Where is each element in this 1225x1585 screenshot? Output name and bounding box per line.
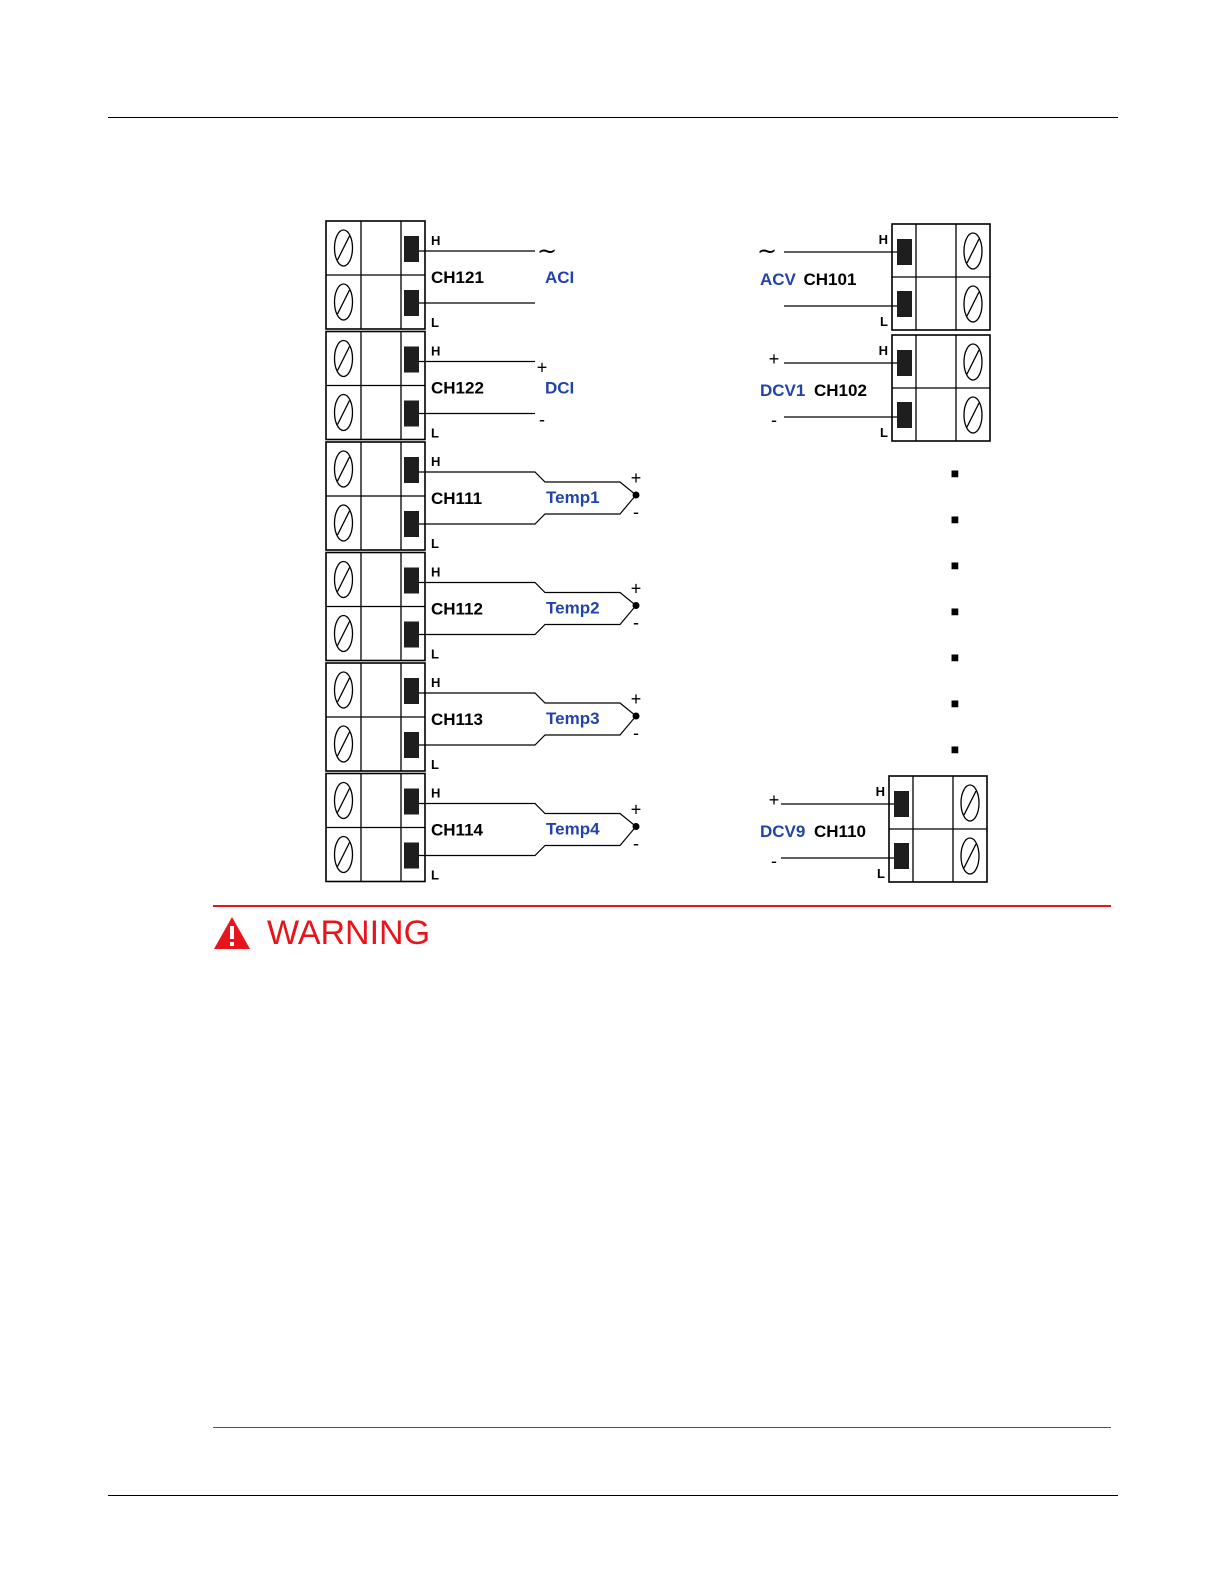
minus-sign: -: [771, 851, 777, 871]
warning-box: [213, 905, 1111, 1428]
ac-symbol: ~: [756, 237, 778, 265]
low-label: L: [431, 646, 439, 662]
pin-low: [404, 843, 419, 869]
channel-label: CH112: [431, 599, 483, 619]
high-label: H: [878, 343, 888, 358]
plus-sign: +: [630, 578, 642, 599]
pin-high: [404, 678, 419, 704]
terminal-block-ch102: [760, 335, 990, 441]
minus-sign: -: [633, 612, 639, 633]
plus-sign: +: [630, 799, 642, 820]
high-label: H: [878, 232, 888, 247]
warning-header: [213, 913, 430, 953]
pin-high: [894, 791, 909, 817]
channel-label: CH121: [431, 268, 484, 287]
pin-low: [897, 291, 912, 317]
terminal-block-ch101: [757, 224, 990, 330]
channel-label: CH102: [814, 381, 867, 400]
terminal-block-ch114: [326, 774, 641, 883]
pin-low: [404, 401, 419, 427]
pin-low: [894, 843, 909, 869]
low-label: L: [431, 425, 439, 441]
channel-label: CH101: [803, 270, 857, 289]
minus-sign: -: [771, 410, 777, 430]
high-label: H: [431, 564, 441, 580]
minus-sign: -: [633, 723, 639, 743]
high-label: H: [875, 784, 885, 799]
pin-high: [897, 350, 912, 376]
ellipsis-dot: ■: [950, 465, 960, 481]
pin-low: [404, 622, 419, 648]
low-label: L: [431, 536, 439, 551]
pin-low: [897, 402, 912, 428]
channel-label: CH110: [814, 822, 866, 841]
low-label: L: [431, 757, 439, 772]
channel-label: CH122: [431, 378, 484, 398]
ellipsis-dot: ■: [950, 649, 960, 665]
thermocouple-junction: [633, 713, 640, 720]
low-label: L: [877, 866, 885, 881]
terminal-block-ch121: [326, 221, 574, 330]
ellipsis-dot: ■: [950, 603, 960, 619]
signal-label: ACV: [760, 270, 796, 289]
pin-high: [404, 347, 419, 373]
ellipsis-dot: ■: [950, 695, 960, 711]
pin-high: [404, 789, 419, 815]
high-label: H: [431, 233, 441, 248]
low-label: L: [880, 314, 888, 329]
high-label: H: [431, 343, 441, 359]
terminal-block-ch110: [760, 776, 987, 882]
channel-label: CH111: [431, 489, 483, 508]
ac-symbol: ~: [536, 237, 558, 265]
low-label: L: [431, 867, 439, 883]
plus-sign: +: [768, 790, 780, 810]
pin-high: [404, 457, 419, 483]
channel-label: CH114: [431, 820, 483, 840]
low-label: L: [880, 425, 888, 440]
thermocouple-junction: [633, 492, 640, 499]
warning-title: WARNING: [267, 914, 431, 952]
plus-sign: +: [536, 357, 548, 378]
minus-sign: -: [633, 833, 639, 854]
pin-low: [404, 732, 419, 758]
signal-label: Temp3: [546, 709, 600, 728]
minus-sign: -: [633, 502, 639, 522]
signal-label: Temp1: [546, 488, 600, 507]
thermocouple-junction: [633, 823, 640, 830]
terminal-block-ch122: [326, 332, 574, 441]
signal-label: Temp2: [546, 598, 600, 618]
ellipsis-dot: ■: [950, 741, 960, 757]
terminal-block-ch111: [326, 442, 641, 551]
signal-label: Temp4: [546, 819, 600, 839]
ellipsis-dot: ■: [950, 557, 960, 573]
high-label: H: [431, 785, 441, 801]
signal-label: ACI: [545, 268, 575, 287]
plus-sign: +: [768, 349, 780, 369]
plus-sign: +: [630, 689, 642, 709]
plus-sign: +: [630, 468, 642, 488]
signal-label: DCV9: [760, 822, 806, 841]
minus-sign: -: [539, 409, 545, 430]
terminal-block-ch113: [326, 663, 641, 772]
pin-high: [404, 568, 419, 594]
pin-low: [404, 511, 419, 537]
pin-high: [404, 236, 419, 262]
pin-low: [404, 290, 419, 316]
channel-label: CH113: [431, 710, 483, 729]
low-label: L: [431, 315, 439, 330]
ellipsis-dot: ■: [950, 511, 960, 527]
signal-label: DCI: [545, 378, 575, 398]
warning-triangle-icon: [213, 916, 251, 950]
channel-ellipsis: [951, 465, 959, 757]
high-label: H: [431, 454, 441, 469]
signal-label: DCV1: [760, 381, 806, 400]
pin-high: [897, 239, 912, 265]
high-label: H: [431, 675, 441, 690]
thermocouple-junction: [633, 602, 640, 609]
terminal-block-ch112: [326, 553, 641, 662]
footer-rule: [108, 1495, 1118, 1496]
